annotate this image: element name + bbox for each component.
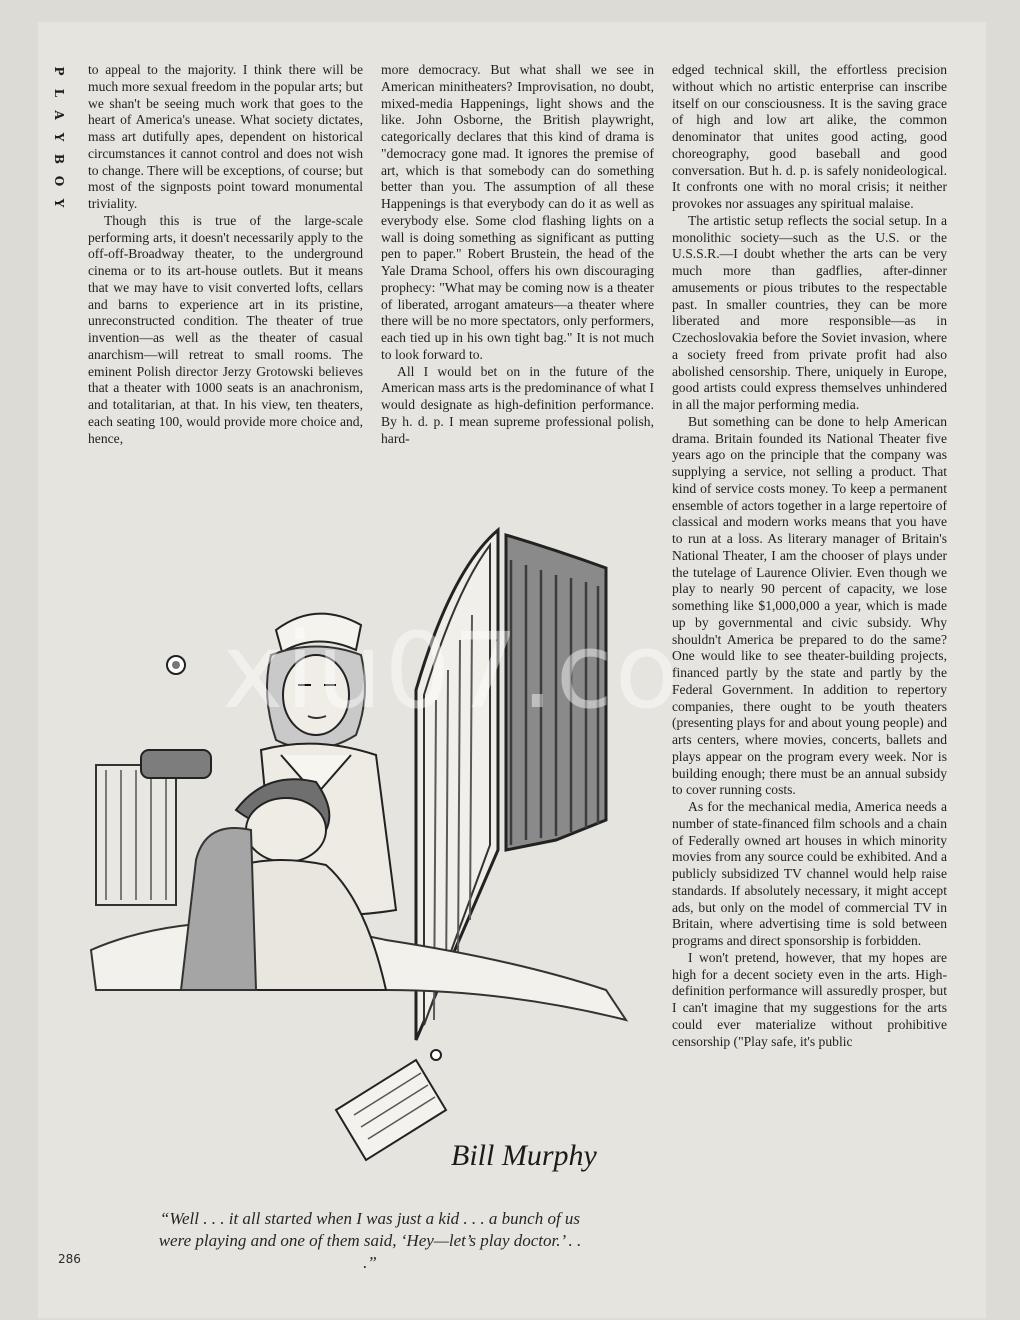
running-title-letter: O [52,175,66,187]
paragraph: edged technical skill, the effortless precision without which no artistic enterprise can inscribe itself on our consciousness. It is the saving grace of high and low art alike, the common denominator that unites good acting, good choreography, good baseball and good conversation. But h. d. p. is safely nonideological. It confronts one with no moral crisis; it neither provokes nor assuages any spiritual malaise. [672,62,947,211]
watermark: xiu07.co [222,610,681,732]
paragraph: I won't pretend, however, that my hopes are high for a decent society even in the arts. High-definition performance will assuredly prosper, but I can't imagine that my suggestions for the arts could ever materialize without prohibitive censorship ("Play safe, it's public [672,949,947,1049]
text-column-3 [672,62,947,1272]
paragraph: Though this is true of the large-scale performing arts, it doesn't necessarily apply to the off-off-Broadway theater, to the underground cinema or to its art-house outlets. But it means that we may have to visit converted lofts, cellars and barns to experience art in its pristine, unreconstructed condition. The theater of true invention—as well as the theater of casual anarchism—will retreat to small rooms. The eminent Polish director Jerzy Grotowski believes that a theater with 1000 seats is an anachronism, and totalitarian, at that. In his view, ten theaters, each seating 100, would provide more choice and, hence, [88,212,363,446]
paragraph: As for the mechanical media, America needs a number of state-financed film schools and a chain of Federally owned art houses in which minority movies from any source could be exhibited. And a publicly subsidized TV channel would help raise standards. If absolutely necessary, it might accept ads, but only on the model of commercial TV in Britain, where advertising time is sold between programs and direct sponsorship is forbidden. [672,799,947,948]
running-title-letter: Y [52,198,66,208]
running-title-letter: P [52,66,66,76]
text-column-2 [381,62,654,447]
cartoon-caption: “Well . . . it all started when I was just a kid . . . a bunch of us were playing and one of them said, ‘Hey—let’s play doctor.’ . . .” [158,1209,582,1272]
page-number: 286 [58,1252,81,1266]
wall-buzzer [167,656,185,674]
running-title-letter: L [52,88,66,98]
artist-signature: Bill Murphy [451,1139,597,1172]
paragraph: But something can be done to help American drama. Britain founded its National Theater five years ago on the principle that the company was supplying a service, not selling a product. That kind of service costs money. To keep a permanent ensemble of actors together in a large repertoire of classical and modern works means that you have to run at a loss. As literary manager of Britain's National Theater, I am the chooser of plays under the tutelage of Laurence Olivier. Even though we play to nearly 90 percent of capacity, we lose something like $1,000,000 a year, which is made up by governmental and civic subsidy. Why shouldn't America be prepared to do the same? One would like to see theater-building projects, financed partly by the state and partly by the Federal Government. In addition to repertory companies, there ought to be youth theaters (presenting plays for and about young people) and arts centers, where movies, concerts, ballets and plays appear on the program every week. Nor is building enough; there must be an annual subsidy to cover running costs. [672,413,947,798]
paragraph: more democracy. But what shall we see in American minitheaters? Improvisation, no doubt, mixed-media Happenings, light shows and the like. John Osborne, the British playwright, categorically declares that this kind of drama is "democracy gone mad. It ignores the premise of art, which is that somebody can do something better than you. The assumption of all these Happenings is that everybody can do it as well as everybody else. Some clod flashing lights on a wall is doing something as significant as putting pen to paper." Robert Brustein, the head of the Yale Drama School, offers his own discouraging prophecy: "What may be coming now is a theater of liberated, arrogant amateurs—a theater where there will be no more spectators, only performers, each tied up in his own tight bag." It is not much to look forward to. [381,62,654,362]
paragraph: All I would bet on in the future of the American mass arts is the predominance of what I would designate as high-definition performance. By h. d. p. I mean supreme professional polish, hard- [381,363,654,446]
running-title-letter: A [52,110,66,120]
paragraph: The artistic setup reflects the social setup. In a monolithic society—such as the U.S. or the U.S.S.R.—I doubt whether the arts can be very much more than gadflies, after-dinner amusements or pious tributes to the respectable past. In smaller countries, they can be more liberated and more responsible—as in Czechoslovakia before the Soviet invasion, where a society freed from private profit had also abolished censorship. There, uniquely in Europe, good artists could express themselves unhindered in all the major performing media. [672,212,947,412]
running-title [52,60,66,214]
text-column-1 [88,62,363,447]
clipboard-chart [336,1050,446,1160]
running-title-letter: B [52,153,66,165]
running-title-letter: Y [52,132,66,142]
cartoon-illustration [86,520,666,1192]
paragraph: to appeal to the majority. I think there will be much more sexual freedom in the popular arts; but we shan't be seeing much work that goes to the heart of America's unease. What society dictates, mass art dutifully apes, dependent on historical circumstances it cannot control and does not wish to change. There will be exceptions, of course; but most of the signposts point toward monumental triviality. [88,62,363,211]
